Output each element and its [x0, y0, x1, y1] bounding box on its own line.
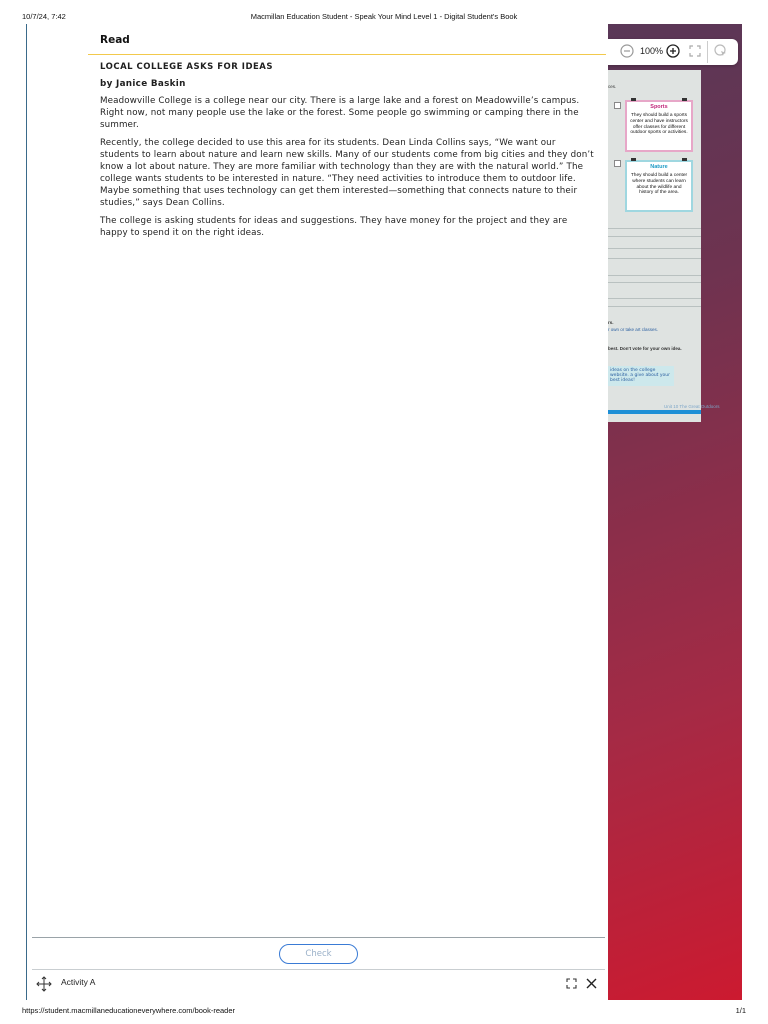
activity-bar: [27, 969, 608, 999]
book-text-fragment: rs.: [608, 320, 614, 325]
book-bottom-bar: [608, 410, 701, 414]
panel-title: Read: [100, 34, 130, 46]
activity-label: Activity A: [61, 977, 96, 987]
book-text-fragment: r own or take art classes.: [608, 327, 659, 332]
idea-card-body: They should build a sports center and have instructors offer classes for different outdoor sports or activities.: [630, 113, 688, 136]
book-callout: ideas on the college website. a give about your best ideas!: [608, 366, 674, 386]
print-datetime: 10/7/24, 7:42: [22, 12, 66, 21]
pointer-icon[interactable]: [714, 44, 728, 58]
move-icon[interactable]: [36, 976, 52, 992]
reading-panel: [26, 24, 608, 1000]
print-url: https://student.macmillaneducationeverywhere.com/book-reader: [22, 1006, 236, 1015]
book-text-fragment: ces.: [608, 84, 617, 89]
idea-card-body: They should build a center where students can learn about the wildlife and history of the area.: [630, 173, 688, 196]
book-checkbox: [614, 102, 621, 109]
print-page-number: 1/1: [735, 1006, 746, 1015]
zoom-level: 100%: [640, 46, 664, 56]
idea-card-title: Sports: [650, 104, 668, 110]
article-byline: by Janice Baskin: [100, 79, 186, 89]
toolbar-divider: [707, 41, 708, 63]
article-headline: LOCAL COLLEGE ASKS FOR IDEAS: [100, 62, 274, 72]
zoom-toolbar: [604, 39, 738, 65]
print-footer: [0, 1004, 768, 1024]
idea-card-nature: [625, 160, 693, 212]
article-paragraph: The college is asking students for ideas and suggestions. They have money for the project and they are happy to spend it on the right ideas.: [100, 216, 568, 238]
article: [100, 61, 596, 245]
zoom-in-icon[interactable]: [666, 44, 680, 58]
print-header: [0, 0, 768, 22]
idea-card-title: Nature: [650, 164, 668, 170]
book-footer-fragment: Unit 10 The Great Outdoors: [664, 404, 720, 409]
idea-card-sports: [625, 100, 693, 152]
print-title: Macmillan Education Student - Speak Your Mind Level 1 - Digital Student's Book: [250, 12, 518, 21]
check-button[interactable]: Check: [279, 944, 358, 964]
article-paragraph: Recently, the college decided to use this area for its students. Dean Linda Collins says, “We want our students to learn about nature and learn new skills. Many of our students come from big cities and they don’t know a lot about nature. They are more familiar with technology than they are with the natural world.” The college wants students to be interested in nature. “They need activities to introduce them to outdoor life. Maybe something that uses technology can get them interested—something that connects nature to their studies,” says Dean Collins.: [100, 138, 594, 208]
book-text-fragment: best. Don't vote for your own idea.: [608, 346, 682, 351]
book-checkbox: [614, 160, 621, 167]
zoom-out-icon[interactable]: [620, 44, 634, 58]
close-icon[interactable]: [585, 977, 598, 990]
article-paragraph: Meadowville College is a college near our city. There is a large lake and a forest on Meadowville’s campus. Right now, not many people use the lake or the forest. Some people go swimming or camping there in the summer.: [100, 96, 580, 130]
fullscreen-icon[interactable]: [688, 44, 702, 58]
check-area: [32, 937, 605, 970]
expand-icon[interactable]: [566, 978, 577, 989]
panel-header: [88, 24, 606, 55]
